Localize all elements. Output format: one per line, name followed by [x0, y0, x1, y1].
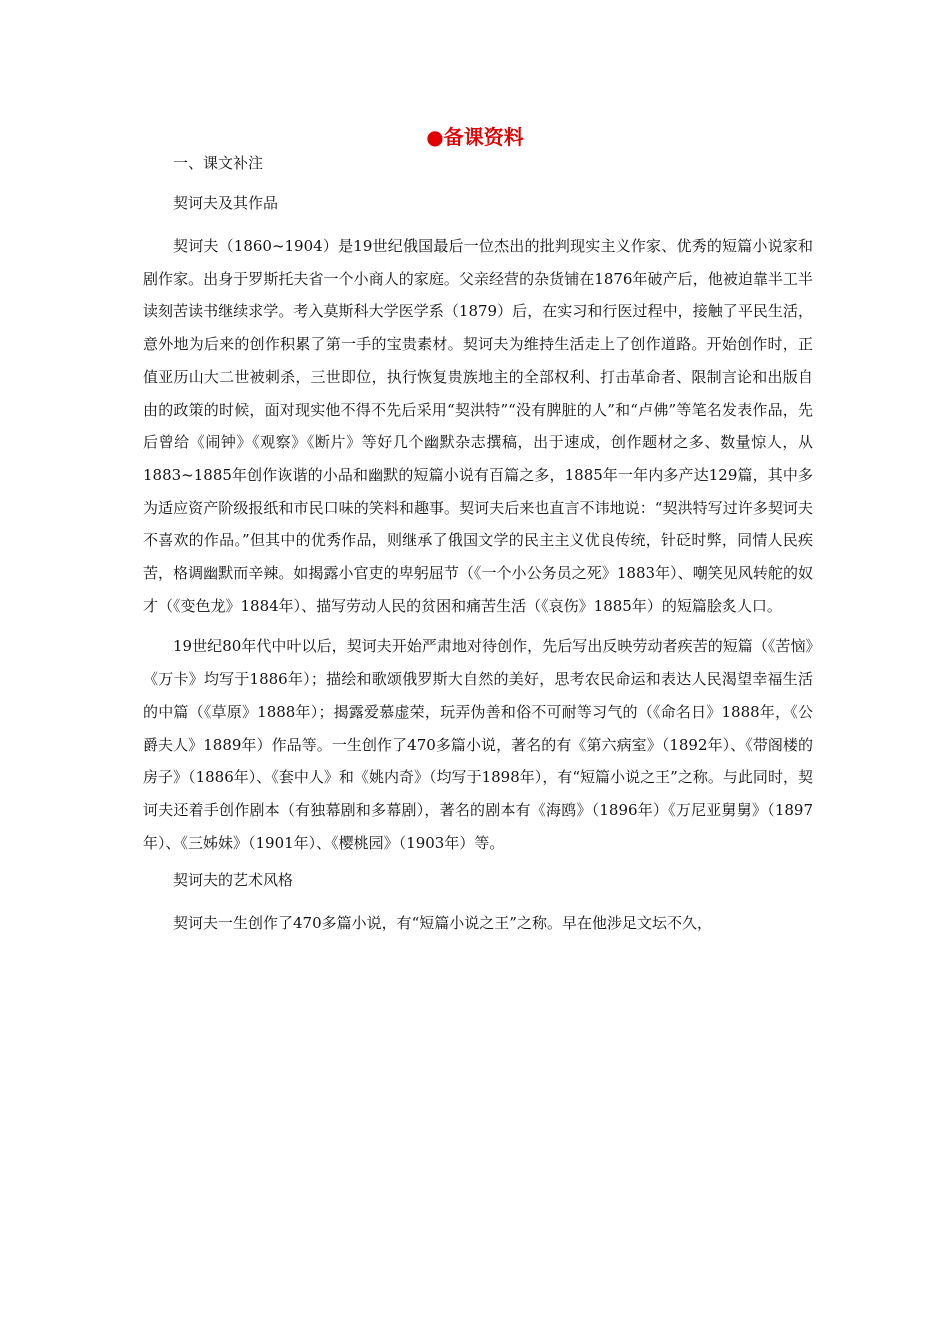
paragraph-spacer	[143, 859, 813, 867]
paragraph-spacer	[143, 622, 813, 630]
red-bullet-icon: ●	[426, 125, 444, 149]
section-heading: 一、课文补注	[173, 154, 264, 172]
paragraph-later-works: 19世纪80年代中叶以后，契诃夫开始严肃地对待创作，先后写出反映劳动者疾苦的短篇（《苦恼》《万卡》均写于1886年）；描绘和歌颂俄罗斯大自然的美好，思考农民命运和表达人民渴望幸福生活的中篇（《草原》1888年）；揭露爱慕虚荣，玩弄伪善和俗不可耐等习气的（《命名日》1888年，《公爵夫人》1889年）作品等。一生创作了470多篇小说，著名的有《第六病室》（1892年）、《带阁楼的房子》（1886年）、《套中人》和《姚内奇》（均写于1898年），有“短篇小说之王”之称。与此同时，契诃夫还着手创作剧本（有独幕剧和多幕剧），著名的剧本有《海鸥》（1896年）《万尼亚舅舅》（1897年）、《三姊妹》（1901年）、《樱桃园》（1903年）等。	[143, 637, 813, 852]
paragraph-art-style: 契诃夫一生创作了470多篇小说，有“短篇小说之王”之称。早在他涉足文坛不久，	[173, 914, 712, 933]
page-title-text: 备课资料	[443, 125, 524, 149]
page-title	[0, 124, 950, 150]
subheading-works: 契诃夫及其作品	[173, 194, 279, 212]
subheading-art-style: 契诃夫的艺术风格	[173, 871, 294, 890]
document-body	[143, 150, 813, 940]
paragraph-biography: 契诃夫（1860~1904）是19世纪俄国最后一位杰出的批判现实主义作家、优秀的短篇小说家和剧作家。出身于罗斯托夫省一个小商人的家庭。父亲经营的杂货铺在1876年破产后，他被迫靠半工半读刻苦读书继续求学。考入莫斯科大学医学系（1879）后，在实习和行医过程中，接触了平民生活，意外地为后来的创作积累了第一手的宝贵素材。契诃夫为维持生活走上了创作道路。开始创作时，正值亚历山大二世被刺杀，三世即位，执行恢复贵族地主的全部权利、打击革命者、限制言论和出版自由的政策的时候，面对现实他不得不先后采用“契洪特”“没有脾脏的人”和“卢佛”等笔名发表作品，先后曾给《闹钟》《观察》《断片》等好几个幽默杂志撰稿，出于速成，创作题材之多、数量惊人，从1883~1885年创作诙谐的小品和幽默的短篇小说有百篇之多，1885年一年内多产达129篇，其中多为适应资产阶级报纸和市民口味的笑料和趣事。契诃夫后来也直言不讳地说：“契洪特写过许多契诃夫不喜欢的作品。”但其中的优秀作品，则继承了俄国文学的民主主义优良传统，针砭时弊，同情人民疾苦，格调幽默而辛辣。如揭露小官吏的卑躬屈节（《一个小公务员之死》1883年）、嘲笑见风转舵的奴才（《变色龙》1884年）、描写劳动人民的贫困和痛苦生活（《哀伤》1885年）的短篇脍炙人口。	[143, 237, 813, 615]
